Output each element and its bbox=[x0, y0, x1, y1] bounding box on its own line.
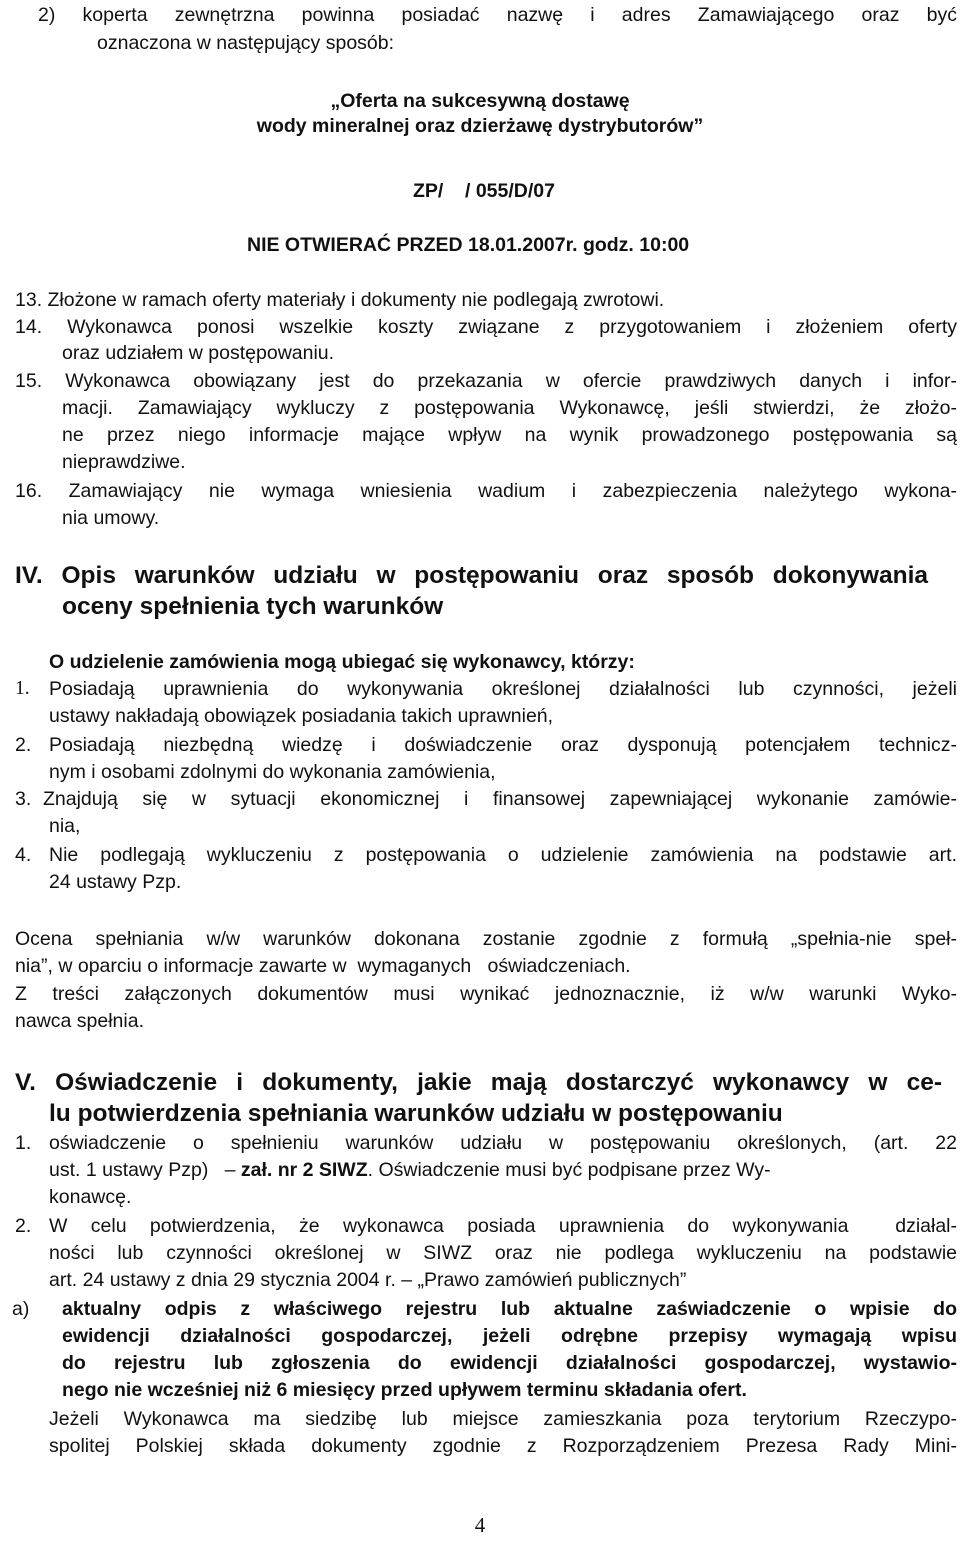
envelope-title-line-1: „Oferta na sukcesywną dostawę bbox=[330, 90, 630, 112]
item-2-line-2: oznaczona w następujący sposób: bbox=[97, 32, 395, 54]
assessment-line-1: Ocena spełniania w/w warunków dokonana zostanie zgodnie z formułą „spełnia-nie speł- bbox=[15, 928, 957, 950]
section-iv-item-4-line-1: Nie podlegają wykluczeniu z postępowania o udzielenie zamówienia na podstawie art. bbox=[49, 844, 957, 866]
section-iv-item-3-number: 3. bbox=[15, 788, 32, 810]
section-iv-item-2-number: 2. bbox=[15, 734, 32, 756]
section-v-item-1-line-2-part-a: ust. 1 ustawy Pzp) – bbox=[49, 1159, 241, 1181]
item-16-line-2: nia umowy. bbox=[62, 507, 160, 529]
assessment-line-2: nia”, w oparciu o informacje zawarte w wymaganych oświadczeniach. bbox=[15, 955, 631, 977]
section-v-item-1-number: 1. bbox=[15, 1132, 32, 1154]
item-15-line-2: macji. Zamawiający wykluczy z postępowania Wykonawcę, jeśli stwierdzi, że złożo- bbox=[62, 397, 957, 419]
section-iv-item-2-line-2: nym i osobami zdolnymi do wykonania zamówienia, bbox=[49, 761, 496, 783]
section-v-item-2-number: 2. bbox=[15, 1215, 32, 1237]
section-iv-item-1-number: 1. bbox=[15, 678, 30, 699]
foreign-line-1: Jeżeli Wykonawca ma siedzibę lub miejsce zamieszkania poza terytorium Rzeczypo- bbox=[49, 1408, 957, 1430]
section-v-item-1-line-2 bbox=[49, 1157, 957, 1183]
section-v-item-1-line-2-part-c: . Oświadczenie musi być podpisane przez Wy- bbox=[367, 1159, 771, 1181]
section-v-item-1-line-1: oświadczenie o spełnieniu warunków udziału w postępowaniu określonych, (art. 22 bbox=[49, 1132, 957, 1154]
section-v-item-2-line-1: W celu potwierdzenia, że wykonawca posiada uprawnienia do wykonywania działal- bbox=[49, 1215, 957, 1237]
foreign-line-2: spolitej Polskiej składa dokumenty zgodnie z Rozporządzeniem Prezesa Rady Mini- bbox=[49, 1435, 957, 1457]
section-iv-item-1-line-2: ustawy nakładają obowiązek posiadania takich uprawnień, bbox=[49, 705, 554, 727]
section-iv-intro: O udzielenie zamówienia mogą ubiegać się wykonawcy, którzy: bbox=[49, 651, 635, 673]
item-16-line-1: 16. Zamawiający nie wymaga wniesienia wadium i zabezpieczenia należytego wykona- bbox=[15, 480, 957, 502]
section-v-item-2-line-2: ności lub czynności określonej w SIWZ oraz nie podlega wykluczeniu na podstawie bbox=[49, 1242, 957, 1264]
section-iv-item-3-line-1: Znajdują się w sytuacji ekonomicznej i finansowej zapewniającej wykonanie zamówie- bbox=[43, 788, 957, 810]
envelope-title-line-2: wody mineralnej oraz dzierżawę dystrybutorów” bbox=[256, 115, 704, 137]
section-v-item-2-line-3: art. 24 ustawy z dnia 29 stycznia 2004 r. – „Prawo zamówień publicznych” bbox=[49, 1269, 687, 1291]
section-iv-item-3-line-2: nia, bbox=[49, 815, 81, 837]
item-15-line-1: 15. Wykonawca obowiązany jest do przekazania w ofercie prawdziwych danych i infor- bbox=[15, 370, 957, 392]
item-14-line-1: 14. Wykonawca ponosi wszelkie koszty związane z przygotowaniem i złożeniem oferty bbox=[15, 316, 957, 338]
section-iv-heading-line-2: oceny spełnienia tych warunków bbox=[62, 593, 444, 620]
attachment-reference: zał. nr 2 SIWZ bbox=[240, 1159, 368, 1181]
assessment-line-3: Z treści załączonych dokumentów musi wynikać jednoznacznie, iż w/w warunki Wyko- bbox=[15, 983, 957, 1005]
assessment-line-4: nawca spełnia. bbox=[15, 1010, 144, 1032]
envelope-do-not-open: NIE OTWIERAĆ PRZED 18.01.2007r. godz. 10:00 bbox=[247, 234, 690, 256]
envelope-reference: ZP/ / 055/D/07 bbox=[413, 180, 555, 202]
section-v-heading-line-2: lu potwierdzenia spełniania warunków udziału w postępowaniu bbox=[49, 1100, 783, 1127]
item-a-line-4: nego nie wcześniej niż 6 miesięcy przed upływem terminu składania ofert. bbox=[62, 1379, 747, 1401]
item-2-line-1: 2) koperta zewnętrzna powinna posiadać nazwę i adres Zamawiającego oraz być bbox=[38, 4, 957, 26]
section-iv-item-4-number: 4. bbox=[15, 844, 32, 866]
item-a-line-2: ewidencji działalności gospodarczej, jeżeli odrębne przepisy wymagają wpisu bbox=[62, 1325, 957, 1347]
item-a-line-3: do rejestru lub zgłoszenia do ewidencji działalności gospodarczej, wystawio- bbox=[62, 1352, 957, 1374]
page-number: 4 bbox=[474, 1513, 486, 1537]
section-iv-item-2-line-1: Posiadają niezbędną wiedzę i doświadczenie oraz dysponują potencjałem technicz- bbox=[49, 734, 957, 756]
item-15-line-3: ne przez niego informacje mające wpływ na wynik prowadzonego postępowania są bbox=[62, 424, 957, 446]
section-v-heading-line-1: V. Oświadczenie i dokumenty, jakie mają dostarczyć wykonawcy w ce- bbox=[15, 1069, 942, 1096]
section-iv-heading-line-1: IV. Opis warunków udziału w postępowaniu oraz sposób dokonywania bbox=[15, 562, 928, 589]
section-iv-item-1-line-1: Posiadają uprawnienia do wykonywania określonej działalności lub czynności, jeżeli bbox=[49, 678, 957, 700]
item-a-line-1: aktualny odpis z właściwego rejestru lub aktualne zaświadczenie o wpisie do bbox=[62, 1298, 957, 1320]
item-13: 13. Złożone w ramach oferty materiały i dokumenty nie podlegają zwrotowi. bbox=[15, 289, 665, 311]
item-a-label: a) bbox=[12, 1298, 30, 1320]
section-v-item-1-line-3: konawcę. bbox=[49, 1186, 132, 1208]
item-14-line-2: oraz udziałem w postępowaniu. bbox=[62, 342, 335, 364]
item-15-line-4: nieprawdziwe. bbox=[62, 451, 186, 473]
section-iv-item-4-line-2: 24 ustawy Pzp. bbox=[49, 871, 182, 893]
